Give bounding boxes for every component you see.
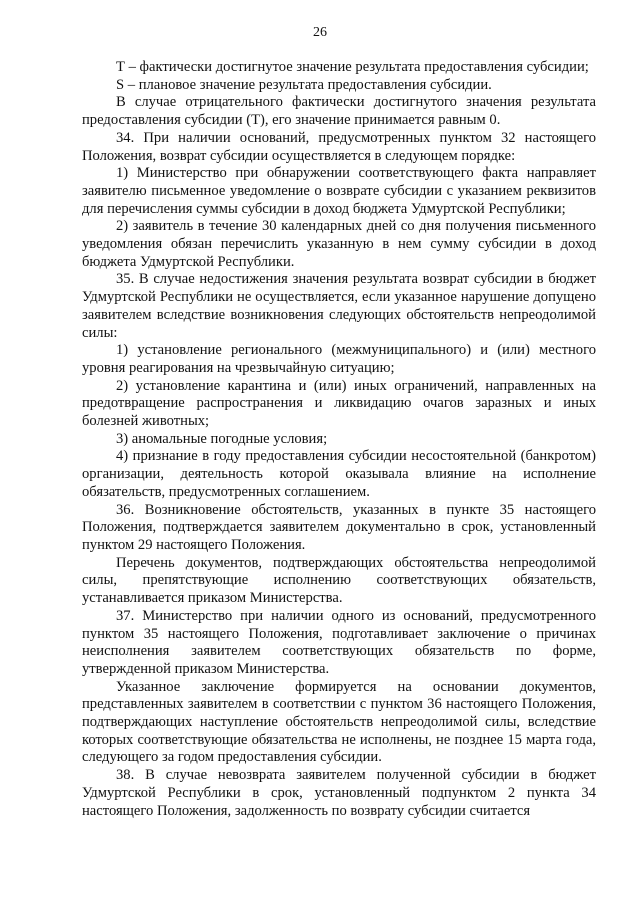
paragraph-item-35-2: 2) установление карантина и (или) иных ограничений, направленных на предотвращение распространения и ликвидацию очагов заразных и иных болезней животных; [82,377,596,430]
paragraph-s-definition: S – плановое значение результата предоставления субсидии. [116,76,492,93]
paragraph-t-definition: Т – фактически достигнутое значение результата предоставления субсидии; [116,59,589,75]
paragraph-item-35-4: 4) признание в году предоставления субсидии несостоятельной (банкротом) организации, деятельность которой оказывала влияние на исполнение обязательств, предусмотренных соглашением. [82,448,596,500]
paragraph-item-38: 38. В случае невозврата заявителем полученной субсидии в бюджет Удмуртской Республики в срок, установленный подпунктом 2 пункта 34 настоящего Положения, задолженность по возврату субсидии считается [82,767,596,819]
paragraph-item-37: 37. Министерство при наличии одного из оснований, предусмотренного пунктом 35 настоящего Положения, подготавливает заключение о причинах неисполнения заявителем соответствующих обязательств по форме, утвержденной приказом Министерства. [82,607,596,677]
paragraph-negative-value: В случае отрицательного фактически достигнутого значения результата предоставления субсидии (Т), его значение принимается равным 0. [82,94,596,129]
paragraph-conclusion: Указанное заключение формируется на основании документов, представленных заявителем в соответствии с пунктом 36 настоящего Положения, подтверждающих наступление обстоятельств непреодолимой силы, вследствие которых соответствующие обязательства не исполнены, не позднее 15 марта года, следующего за годом предоставления субсидии. [82,678,596,766]
paragraph-documents-list: Перечень документов, подтверждающих обстоятельства непреодолимой силы, препятствующие исполнению соответствующих обязательств, устанавливается приказом Министерства. [82,554,596,607]
paragraph-item-34: 34. При наличии оснований, предусмотренных пунктом 32 настоящего Положения, возврат субсидии осуществляется в следующем порядке: [82,129,596,164]
paragraph-item-34-1: 1) Министерство при обнаружении соответствующего факта направляет заявителю письменное уведомление о возврате субсидии с указанием реквизитов для перечисления суммы субсидии в доход бюджета Удмуртской Республики; [82,165,596,217]
page-number: 26 [313,25,327,40]
paragraph-item-35: 35. В случае недостижения значения результата возврат субсидии в бюджет Удмуртской Республики не осуществляется, если указанное нарушение допущено заявителем вследствие возникновения следующих обстоятельств непреодолимой силы: [82,271,596,341]
paragraph-item-35-3: 3) аномальные погодные условия; [116,430,328,447]
document-body [82,59,596,820]
paragraph-item-34-2: 2) заявитель в течение 30 календарных дней со дня получения письменного уведомления обязан перечислить указанную в нем сумму субсидии в доход бюджета Удмуртской Республики. [82,218,596,270]
paragraph-item-35-1: 1) установление регионального (межмуниципального) и (или) местного уровня реагирования на чрезвычайную ситуацию; [82,342,596,376]
paragraph-item-36: 36. Возникновение обстоятельств, указанных в пункте 35 настоящего Положения, подтверждается заявителем документально в срок, установленный пунктом 29 настоящего Положения. [82,501,596,553]
